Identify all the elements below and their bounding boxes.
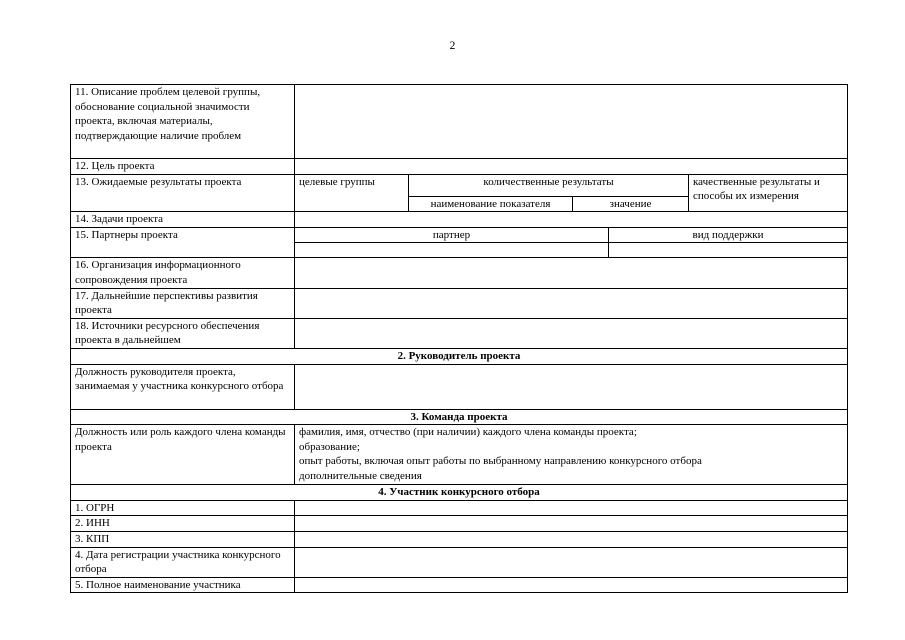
label-project-goal: 12. Цель проекта	[71, 159, 295, 175]
label-info-support: 16. Организация информационного сопровождения проекта	[71, 258, 295, 288]
team-info-line-experience: опыт работы, включая опыт работы по выбранному направлению конкурсного отбора	[299, 455, 702, 468]
label-future-prospects: 17. Дальнейшие перспективы развития проекта	[71, 288, 295, 318]
row-inn	[71, 516, 848, 532]
team-member-info[interactable]	[295, 425, 848, 485]
application-form-table	[70, 84, 848, 593]
row-manager-position	[71, 364, 848, 409]
field-future-prospects[interactable]	[295, 288, 848, 318]
field-partner[interactable]	[295, 243, 609, 258]
header-qualitative-results: качественные результаты и способы их измерения	[689, 174, 848, 212]
section-manager-heading: 2. Руководитель проекта	[71, 348, 848, 364]
row-13-header	[71, 174, 848, 196]
header-value: значение	[573, 196, 689, 212]
label-team-role: Должность или роль каждого члена команды проекта	[71, 425, 295, 485]
header-indicator-name: наименование показателя	[409, 196, 573, 212]
page-number: 2	[449, 40, 456, 52]
section-participant-heading-row	[71, 485, 848, 501]
field-ogrn[interactable]	[295, 500, 848, 516]
section-participant-heading: 4. Участник конкурсного отбора	[71, 485, 848, 501]
row-kpp	[71, 531, 848, 547]
row-16	[71, 258, 848, 288]
field-inn[interactable]	[295, 516, 848, 532]
row-15-header	[71, 227, 848, 243]
header-target-groups: целевые группы	[295, 174, 409, 212]
label-project-partners: 15. Партнеры проекта	[71, 227, 295, 258]
label-ogrn: 1. ОГРН	[71, 500, 295, 516]
label-project-tasks: 14. Задачи проекта	[71, 212, 295, 228]
label-problem-description: 11. Описание проблем целевой группы, обоснование социальной значимости проекта, включая материалы, подтверждающие наличие проблем	[71, 85, 295, 159]
team-info-line-education: образование;	[299, 440, 360, 453]
row-ogrn	[71, 500, 848, 516]
label-full-name: 5. Полное наименование участника	[71, 577, 295, 593]
row-registration-date	[71, 547, 848, 577]
row-18	[71, 318, 848, 348]
header-partner: партнер	[295, 227, 609, 243]
header-support-type: вид поддержки	[609, 227, 848, 243]
team-info-line-additional: дополнительные сведения	[299, 469, 422, 482]
field-project-goal[interactable]	[295, 159, 848, 175]
section-team-heading-row	[71, 409, 848, 425]
row-team-member	[71, 425, 848, 485]
field-resource-sources[interactable]	[295, 318, 848, 348]
label-inn: 2. ИНН	[71, 516, 295, 532]
row-17	[71, 288, 848, 318]
row-14	[71, 212, 848, 228]
section-team-heading: 3. Команда проекта	[71, 409, 848, 425]
field-registration-date[interactable]	[295, 547, 848, 577]
field-project-tasks[interactable]	[295, 212, 848, 228]
label-manager-position: Должность руководителя проекта, занимаемая у участника конкурсного отбора	[71, 364, 295, 409]
field-problem-description[interactable]	[295, 85, 848, 159]
field-info-support[interactable]	[295, 258, 848, 288]
row-12	[71, 159, 848, 175]
label-resource-sources: 18. Источники ресурсного обеспечения проекта в дальнейшем	[71, 318, 295, 348]
row-full-name	[71, 577, 848, 593]
label-expected-results: 13. Ожидаемые результаты проекта	[71, 174, 295, 212]
row-11	[71, 85, 848, 159]
team-info-line-name: фамилия, имя, отчество (при наличии) каждого члена команды проекта;	[299, 426, 637, 439]
label-registration-date: 4. Дата регистрации участника конкурсного отбора	[71, 547, 295, 577]
field-kpp[interactable]	[295, 531, 848, 547]
field-manager-position[interactable]	[295, 364, 848, 409]
field-support-type[interactable]	[609, 243, 848, 258]
label-kpp: 3. КПП	[71, 531, 295, 547]
section-manager-heading-row	[71, 348, 848, 364]
field-full-name[interactable]	[295, 577, 848, 593]
header-quantitative-results: количественные результаты	[409, 174, 689, 196]
